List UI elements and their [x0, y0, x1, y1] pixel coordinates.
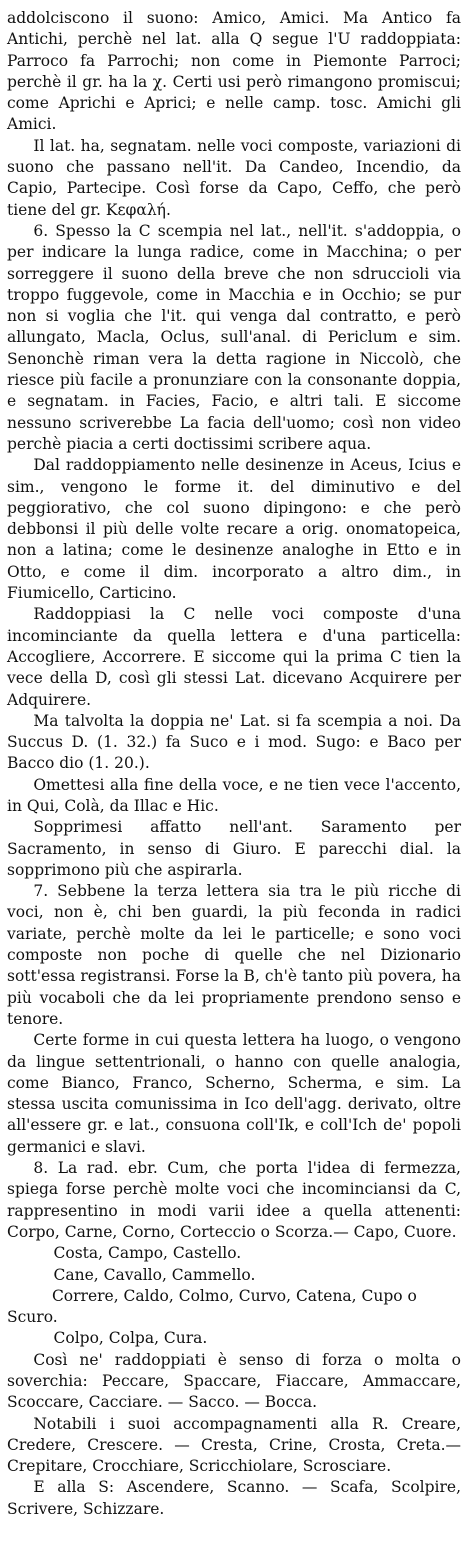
word-list-line: Costa, Campo, Castello. — [53, 1244, 242, 1263]
word-list-line: Cane, Cavallo, Cammello. — [53, 1265, 256, 1284]
paragraph-with-s: E alla S: Ascendere, Scanno. — Scafa, Scolpire, Scrivere, Schizzare. — [7, 1478, 461, 1518]
paragraph-doubled-force: Così ne' raddoppiati è senso di forza o molta o soverchia: Peccare, Spaccare, Fiaccare, Ammaccare, Scoccare, Cacciare. — Sacco. — Bocca. — [7, 1350, 461, 1412]
paragraph-single-consonant: Ma talvolta la doppia ne' Lat. si fa scempia a noi. Da Succus D. (1. 32.) fa Suco e i mod. Sugo: e Baco per Bacco dio (1. 20.). — [7, 711, 461, 773]
paragraph-section-8: 8. La rad. ebr. Cum, che porta l'idea di fermezza, spiega forse perchè molte voci che incominciansi da C, rappresentino in modi varii idee a quella attenenti: Corpo, Carne, Corno, Corteccio o Scorza.— Capo, Cuore. — [7, 1159, 461, 1241]
paragraph-section-6: 6. Spesso la C scempia nel lat., nell'it. s'addoppia, o per indicare la lunga radice, come in Macchina; o per sorreggere il suono della breve che non sdruccioli via troppo fuggevole, come in Macchia e in Occhio; se pur non si voglia che l'it. qui venga dal contratto, e però allungato, Macla, Oclus, sull'anal. di Periclum e sim. Senonchè riman vera la detta ragione in Niccolò, che riesce più facile a pronunziare con la consonante doppia, e segnatam. in Facies, Facio, e altri tali. E siccome nessuno scriverebbe La facia dell'uomo; così non video perchè piacia a certi doctissimi scribere aqua. — [7, 221, 461, 453]
paragraph-northern-forms: Certe forme in cui questa lettera ha luogo, o vengono da lingue settentrionali, o hanno con quelle analogia, come Bianco, Franco, Scherno, Scherma, e sim. La stessa uscita comunissima in Ico dell'agg. derivato, oltre all'essere gr. e lat., consuona coll'Ik, e coll'Ich de' popoli germanici e slavi. — [7, 1031, 461, 1156]
paragraph-diminutive: Dal raddoppiamento nelle desinenze in Aceus, Icius e sim., vengono le forme it. del diminutivo e del peggiorativo, che col suono dipingono: e che però debbonsi il più delle volte recare a orig. onomatopeica, non a latina; come le desinenze analoghe in Etto e in Otto, e come il dim. incorporato a altro dim., in Fiumicello, Carticino. — [7, 456, 461, 603]
paragraph-suppression: Sopprimesi affatto nell'ant. Saramento per Sacramento, in senso di Giuro. E parecchi dial. la sopprimono più che aspirarla. — [7, 818, 461, 879]
paragraph-compound-doubling: Raddoppiasi la C nelle voci composte d'una incominciante da quella lettera e d'una particella: Accogliere, Accorrere. E siccome qui la prima C tien la vece della D, così gli stessi Lat. dicevano Acquirere per Adquirere. — [7, 605, 461, 709]
paragraph-omission: Omettesi alla fine della voce, e ne tien vece l'accento, in Qui, Colà, da Illac e Hic. — [7, 775, 461, 815]
word-list-line-part: Correre, Caldo, Colmo, Curvo, Catena, Cupo o — [51, 1286, 417, 1305]
word-list-line: Colpo, Colpa, Cura. — [53, 1329, 208, 1348]
paragraph-latin-variation: Il lat. ha, segnatam. nelle voci composte, variazioni di suono che passano nell'it. Da Candeo, Incendio, da Capio, Partecipe. Così forse da Capo, Ceffo, che però tiene del gr. Κεφαλή. — [7, 136, 461, 219]
word-list-line-wrapped — [7, 1286, 461, 1329]
paragraph-intro: addolciscono il suono: Amico, Amici. Ma Antico fa Antichi, perchè nel lat. alla Q segue l'U raddoppiata: Parroco fa Parrochi; non come in Piemonte Parroci; perchè il gr. ha la χ. Certi usi però rimangono promiscui; come Aprichi e Aprici; e nelle camp. tosc. Amichi gli Amici. — [7, 9, 461, 134]
paragraph-section-7: 7. Sebbene la terza lettera sia tra le più ricche di voci, non è, chi ben guardi, la più feconda in radici variate, perchè molte da lei le particelle; e sono voci composte non poche di quelle che nel Dizionario sott'essa registransi. Forse la B, ch'è tanto più povera, ha più vocaboli che da lei propriamente prendono senso e tenore. — [7, 882, 461, 1028]
word-list-line-continuation: Scuro. — [7, 1308, 58, 1327]
paragraph-with-r: Notabili i suoi accompagnamenti alla R. Creare, Credere, Crescere. — Cresta, Crine, Crosta, Creta.— Crepitare, Crocchiare, Scricchiolare, Scrosciare. — [7, 1414, 461, 1476]
